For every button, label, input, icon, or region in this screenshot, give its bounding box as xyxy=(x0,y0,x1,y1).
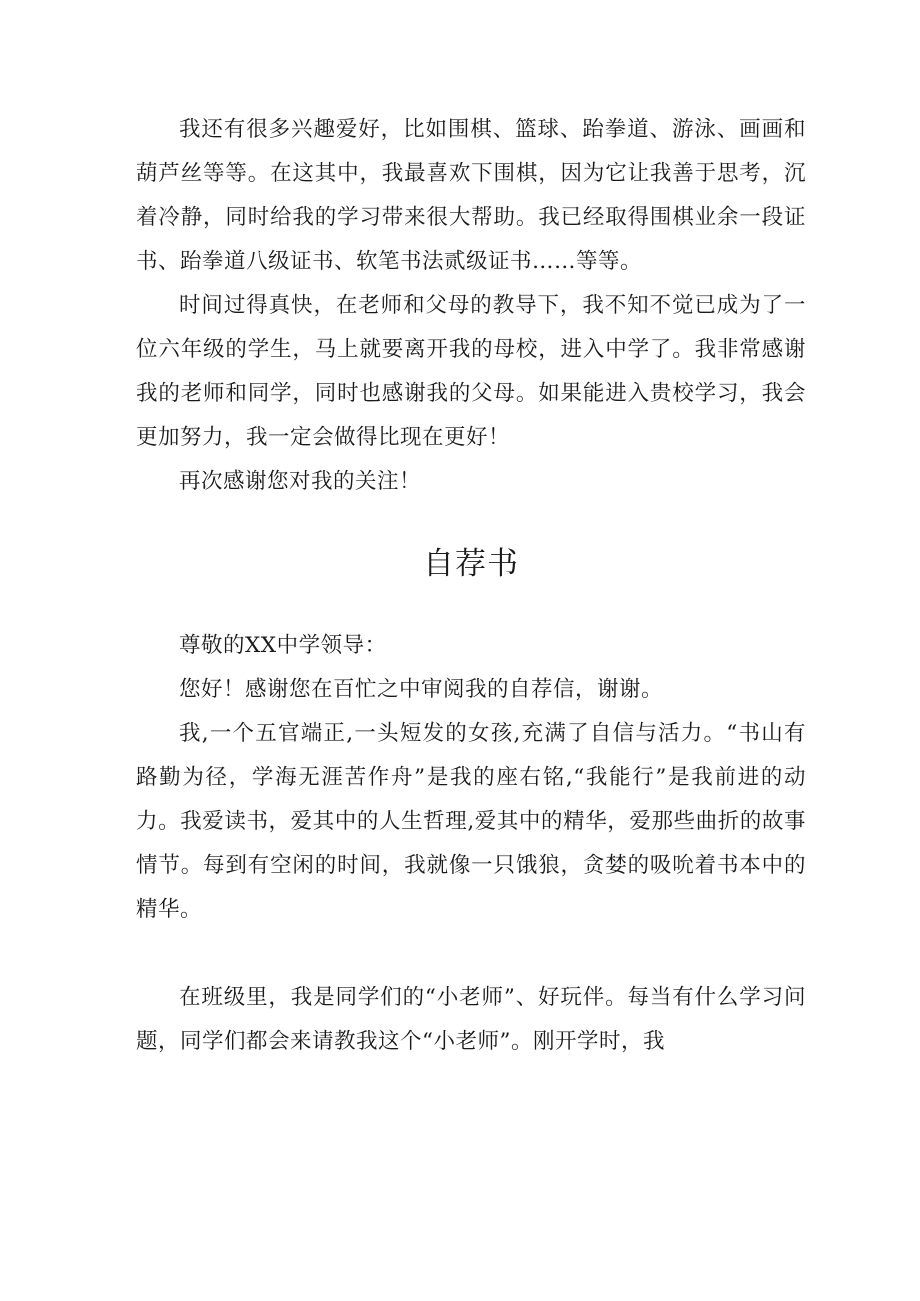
paragraph-self-intro: 我,一个五官端正,一头短发的女孩,充满了自信与活力。“书山有路勤为径，学海无涯苦作舟”是我的座右铭,“我能行”是我前进的动力。我爱读书，爱其中的人生哲理,爱其中的精华，爱那些曲折的故事情节。每到有空闲的时间，我就像一只饿狼，贪婪的吸吮着书本中的精华。 xyxy=(136,721,806,922)
paragraph-gratitude: 时间过得真快，在老师和父母的教导下，我不知不觉已成为了一位六年级的学生，马上就要离开我的母校，进入中学了。我非常感谢我的老师和同学，同时也感谢我的父母。如果能进入贵校学习，我会更加努力，我一定会做得比现在更好！ xyxy=(136,293,806,450)
document-page xyxy=(136,108,806,1064)
blank-line xyxy=(136,932,806,976)
title-block xyxy=(136,504,806,624)
document-title: 自荐书 xyxy=(423,546,519,582)
paragraph-hobbies: 我还有很多兴趣爱好，比如围棋、篮球、跆拳道、游泳、画画和葫芦丝等等。在这其中，我最喜欢下围棋，因为它让我善于思考，沉着冷静，同时给我的学习带来很大帮助。我已经取得围棋业余一段证书、跆拳道八级证书、软笔书法贰级证书……等等。 xyxy=(136,117,806,274)
paragraph-closing-thanks: 再次感谢您对我的关注！ xyxy=(179,469,422,494)
paragraph-greeting: 您好！感谢您在百忙之中审阅我的自荐信，谢谢。 xyxy=(179,677,664,702)
salutation: 尊敬的XX中学领导： xyxy=(179,633,387,658)
paragraph-class-life: 在班级里，我是同学们的“小老师”、好玩伴。每当有什么学习问题，同学们都会来请教我这个“小老师”。刚开学时，我 xyxy=(136,985,806,1054)
